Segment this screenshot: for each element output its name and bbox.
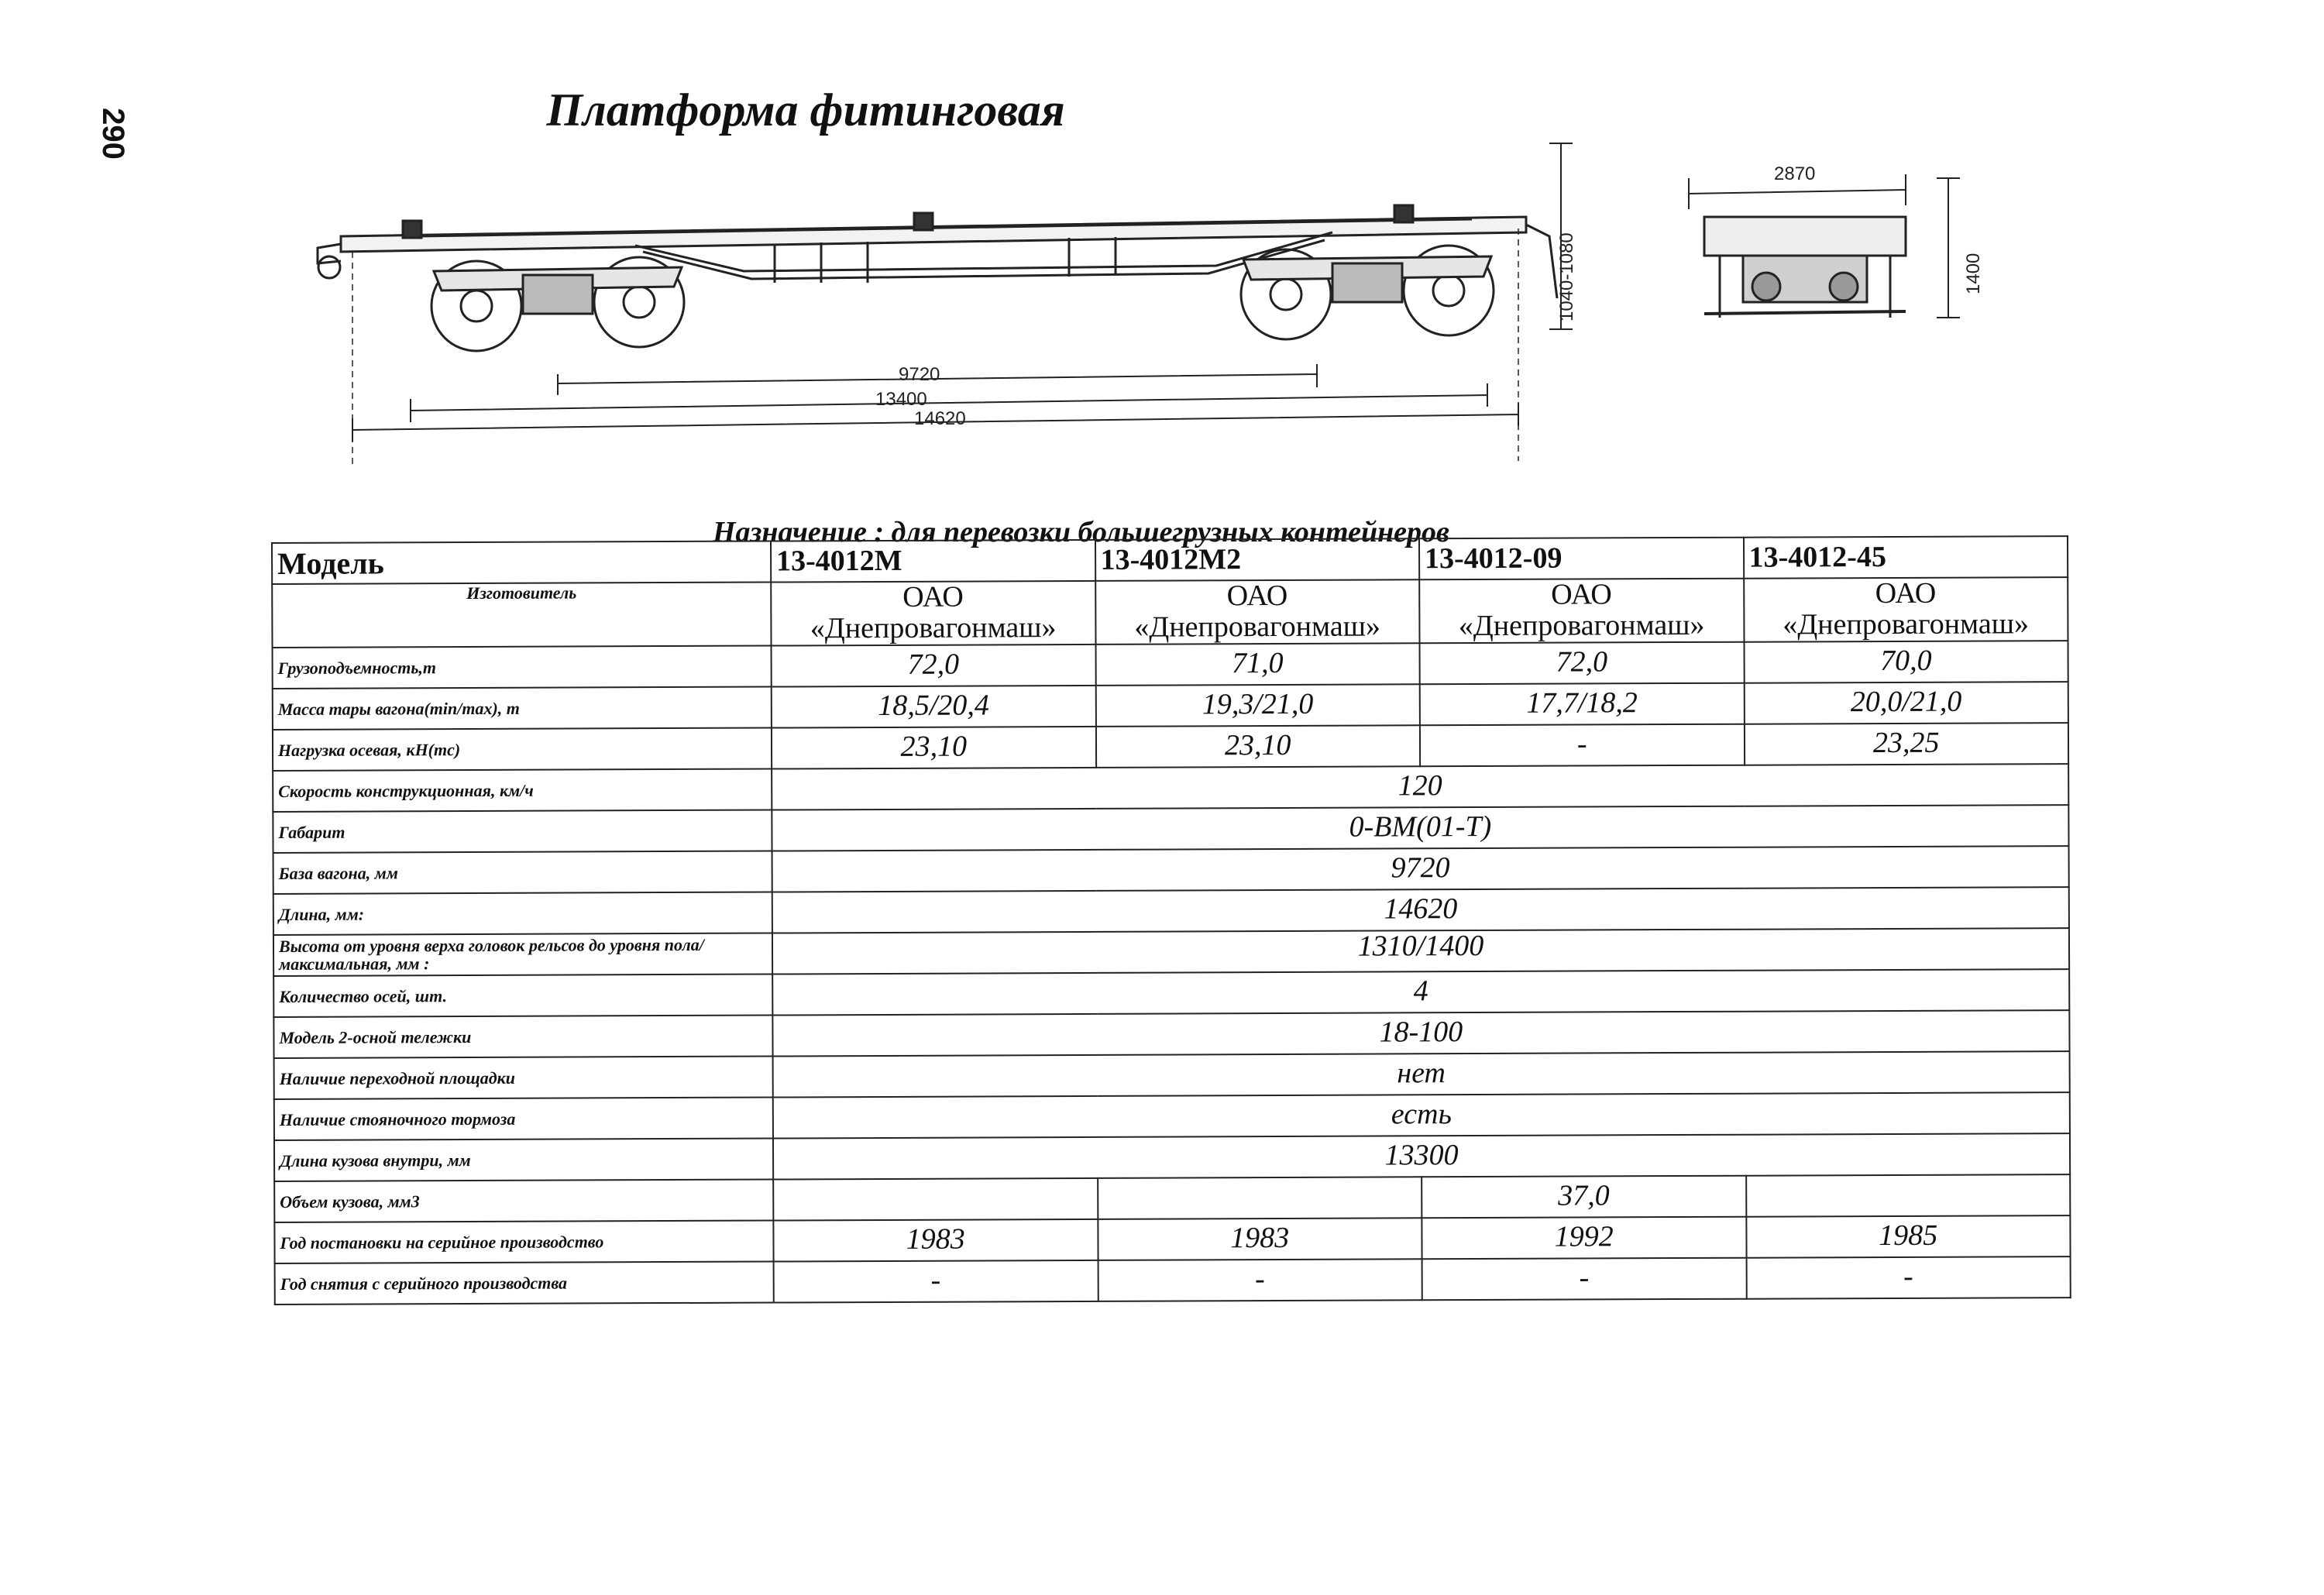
row-label: Количество осей, шт. <box>273 974 772 1016</box>
dim-height: 1040-1080 <box>1556 232 1577 321</box>
dim-width: 2870 <box>1774 163 1816 184</box>
page-title: Платформа фитинговая <box>546 84 1065 136</box>
value-cell: - <box>774 1260 1098 1303</box>
row-label: Наличие стояночного тормоза <box>274 1097 773 1140</box>
value-cell <box>1098 1177 1422 1219</box>
row-label: Скорость конструкционная, км/ч <box>273 768 772 811</box>
table-header-row <box>272 536 2068 584</box>
row-label: Изготовитель <box>272 583 771 648</box>
value-cell: 1310/1400 <box>772 928 2069 974</box>
table-row <box>274 1051 2070 1099</box>
value-cell: - <box>1422 1257 1747 1300</box>
maker-line: ОАО <box>1875 576 1937 610</box>
model-name: 13-4012-45 <box>1743 536 2068 579</box>
value-cell: 23,25 <box>1744 723 2068 765</box>
value-cell: 9720 <box>772 846 2069 892</box>
table-row <box>273 1010 2069 1058</box>
row-label: Грузоподъемность,т <box>273 645 772 688</box>
model-name: 13-4012M2 <box>1095 538 1419 581</box>
table-row <box>273 641 2068 689</box>
spec-table <box>271 535 2071 1305</box>
maker-cell <box>771 581 1095 645</box>
value-cell <box>1746 1174 2071 1217</box>
row-label: Наличие переходной площадки <box>274 1056 773 1098</box>
maker-line: «Днепровагонмаш» <box>1134 610 1381 644</box>
value-cell: 120 <box>772 764 2068 810</box>
table-row <box>273 805 2068 853</box>
side-view-drawing <box>310 128 1588 484</box>
value-cell: 70,0 <box>1744 641 2068 683</box>
value-cell: 17,7/18,2 <box>1420 682 1745 725</box>
maker-line: ОАО <box>1551 578 1612 611</box>
value-cell: 71,0 <box>1095 643 1420 686</box>
model-header: Модель <box>272 541 771 584</box>
table-row <box>273 723 2068 771</box>
value-cell: 4 <box>772 969 2069 1015</box>
table-row <box>273 682 2068 730</box>
value-cell: 14620 <box>772 887 2069 933</box>
value-cell: 1985 <box>1746 1215 2071 1258</box>
maker-line: ОАО <box>1226 579 1288 613</box>
value-cell: есть <box>773 1092 2070 1138</box>
table-row <box>272 577 2068 648</box>
maker-cell <box>1744 577 2068 641</box>
maker-cell <box>1095 579 1420 644</box>
table-row <box>273 764 2068 812</box>
purpose-caption: Назначение : для перевозки большегрузных контейнеров <box>713 516 1450 548</box>
value-cell: 18-100 <box>772 1010 2069 1056</box>
table-row <box>273 928 2069 976</box>
dim-end-height: 1400 <box>1963 253 1984 294</box>
table-row <box>273 969 2069 1017</box>
maker-line: «Днепровагонмаш» <box>1783 607 2030 641</box>
dim-base: 9720 <box>899 364 940 385</box>
table-row <box>273 846 2069 894</box>
row-label: Год снятия с серийного производства <box>275 1261 774 1304</box>
end-view-drawing <box>1673 147 1999 349</box>
model-name: 13-4012-09 <box>1419 538 1744 580</box>
value-cell: 13300 <box>773 1133 2070 1179</box>
value-cell: 1983 <box>773 1219 1098 1262</box>
table-row <box>275 1256 2071 1305</box>
dim-length-frame: 13400 <box>875 389 927 410</box>
row-label: Габарит <box>273 810 772 852</box>
value-cell: 37,0 <box>1422 1175 1746 1218</box>
page-number: 290 <box>95 108 130 160</box>
value-cell: 18,5/20,4 <box>772 686 1096 728</box>
table-row <box>274 1174 2070 1222</box>
table-row <box>274 1092 2070 1140</box>
value-cell: 1983 <box>1098 1218 1422 1260</box>
maker-cell <box>1419 579 1744 643</box>
value-cell: нет <box>773 1051 2070 1097</box>
maker-line: «Днепровагонмаш» <box>810 611 1057 645</box>
model-name: 13-4012M <box>771 540 1095 583</box>
value-cell: 23,10 <box>772 727 1096 769</box>
table-row <box>274 1133 2070 1181</box>
row-label: База вагона, мм <box>273 851 772 893</box>
value-cell: - <box>1746 1256 2071 1299</box>
value-cell: 19,3/21,0 <box>1095 684 1420 727</box>
row-label: Модель 2-осной тележки <box>273 1015 772 1057</box>
value-cell: 72,0 <box>772 645 1096 687</box>
value-cell: - <box>1420 724 1745 766</box>
value-cell: 20,0/21,0 <box>1744 682 2068 724</box>
row-label: Год постановки на серийное производство <box>274 1220 773 1263</box>
maker-line: ОАО <box>902 580 964 614</box>
value-cell: 72,0 <box>1420 641 1745 684</box>
value-cell: 0-ВМ(01-Т) <box>772 805 2068 851</box>
dim-length-total: 14620 <box>914 408 966 429</box>
row-label: Длина, мм: <box>273 892 772 934</box>
table-row <box>273 887 2069 935</box>
value-cell: 1992 <box>1422 1216 1746 1259</box>
row-label: Масса тары вагона(min/max), т <box>273 686 772 729</box>
value-cell <box>773 1178 1098 1221</box>
table-row <box>274 1215 2070 1263</box>
value-cell: - <box>1098 1259 1422 1301</box>
row-label: Объем кузова, мм3 <box>274 1179 773 1222</box>
row-label: Длина кузова внутри, мм <box>274 1138 773 1181</box>
value-cell: 23,10 <box>1095 725 1420 768</box>
row-label: Высота от уровня верха головок рельсов до уровня пола/ максимальная, мм : <box>273 933 772 975</box>
maker-line: «Днепровагонмаш» <box>1458 608 1705 643</box>
row-label: Нагрузка осевая, кН(тс) <box>273 727 772 770</box>
